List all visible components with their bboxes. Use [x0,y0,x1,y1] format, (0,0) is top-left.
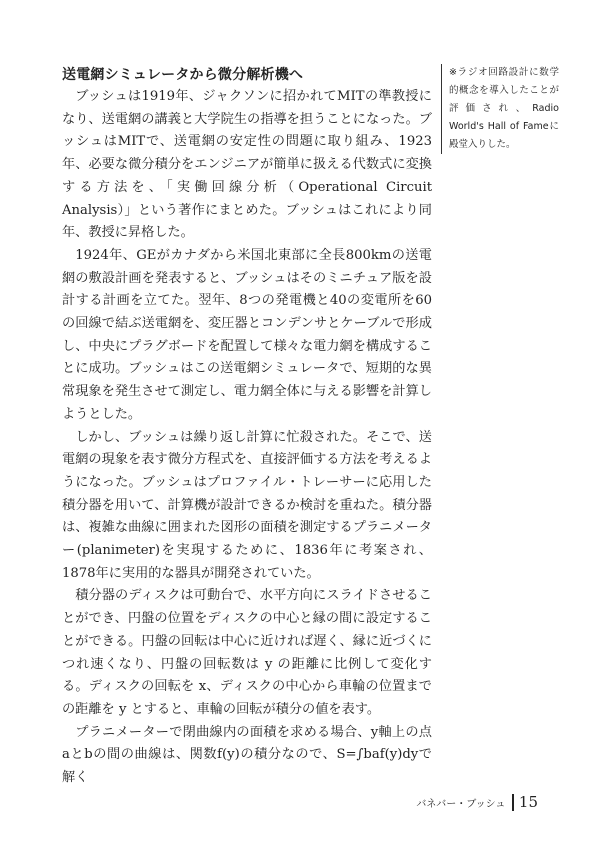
paragraph: プラニメーターで閉曲線内の面積を求める場合、y軸上の点aとbの間の曲線は、関数f(y)の積分なので、S=∫baf(y)dyで解く [62,724,432,786]
paragraph: 1924年、GEがカナダから米国北東部に全長800kmの送電網の敷設計画を発表すると、ブッシュはそのミニチュア版を設計する計画を立てた。翌年、8つの発電機と40の変電所を60の回線で結ぶ送電網を、変圧器とコンデンサとケーブルで形成し、中央にプラグボードを配置して様々な電力網を構成することに成功。ブッシュはこの送電網シミュレータで、短期的な異常現象を発生させて測定し、電力網全体に与える影響を計算しようとした。 [62,247,432,422]
page-number: 15 [518,793,538,811]
footer-divider [512,794,514,811]
body-text [62,86,432,790]
paragraph: しかし、ブッシュは繰り返し計算に忙殺された。そこで、送電網の現象を表す微分方程式を、直接評価する方法を考えるようになった。ブッシュはプロファイル・トレーサーに応用した積分器を用いて、計算機が設計できるか検討を重ねた。積分器は、複雑な曲線に囲まれた図形の面積を測定するプラニメーター(planimeter)を実現するために、1836年に考案され、1878年に実用的な器具が開発されていた。 [62,429,432,581]
running-title: バネバー・ブッシュ [416,798,506,810]
page-footer [416,793,538,811]
paragraph: 積分器のディスクは可動台で、水平方向にスライドさせることができ、円盤の位置をディスクの中心と縁の間に設定することができる。円盤の回転は中心に近ければ遅く、縁に近づくにつれ速くなり、円盤の回転数は y の距離に比例して変化する。ディスクの回転を x、ディスクの中心から車輪の位置までの距離を y とすると、車輪の回転が積分の値を表す。 [62,588,432,717]
paragraph: ブッシュは1919年、ジャクソンに招かれてMITの準教授になり、送電網の講義と大学院生の指導を担うことになった。ブッシュはMITで、送電網の安定性の問題に取り組み、1923年、必要な微分積分をエンジニアが簡単に扱える代数式に変換する方法を、「実働回線分析（Operational Circuit Analysis）」という著作にまとめた。ブッシュはこれにより同年、教授に昇格した。 [62,89,432,241]
side-note: ※ラジオ回路設計に数学的概念を導入したことが評価され、Radio World's Hall of Fameに殿堂入りした。 [441,64,559,154]
section-heading: 送電網シミュレータから微分解析機へ [62,67,304,83]
